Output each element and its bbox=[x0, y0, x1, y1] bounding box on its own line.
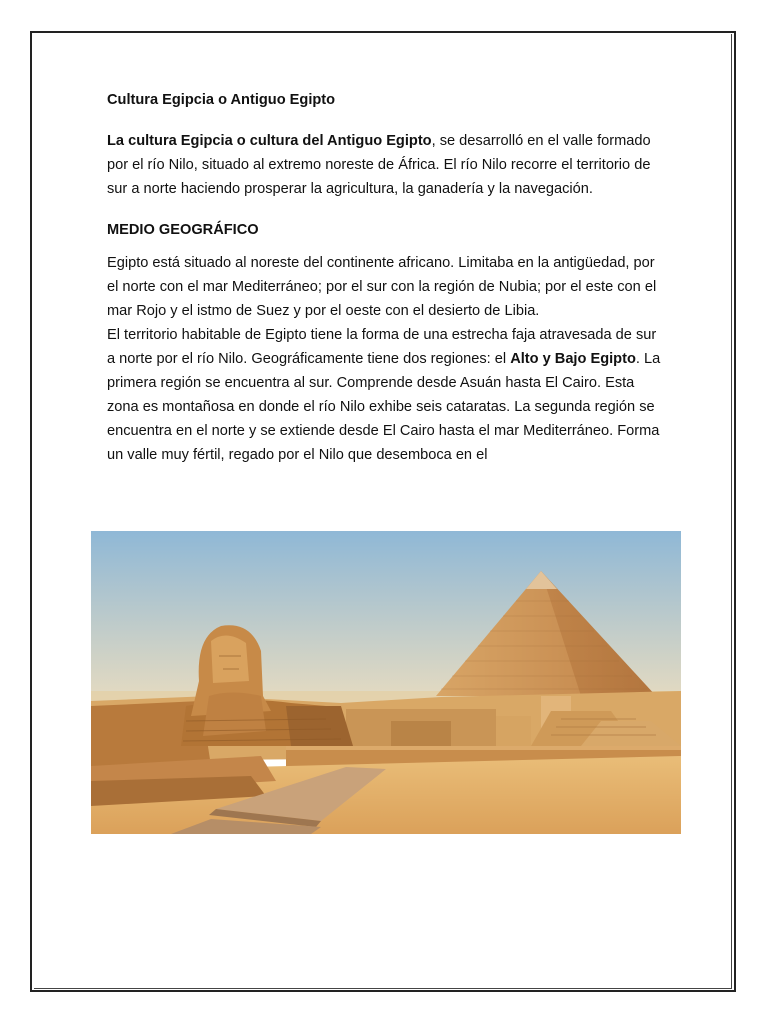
document-body bbox=[107, 88, 667, 467]
section-heading: MEDIO GEOGRÁFICO bbox=[107, 222, 259, 238]
para2-text-a: El territorio habitable de Egipto tiene la forma de una estrecha faja atravesada de sur a norte por el río Nilo. Geográficamente tiene dos regiones: el bbox=[107, 327, 657, 367]
geography-paragraph-2 bbox=[107, 323, 667, 467]
document-title: Cultura Egipcia o Antiguo Egipto bbox=[107, 92, 336, 108]
para2-bold: Alto y Bajo Egipto bbox=[510, 351, 636, 367]
para2-text-b: . La primera región se encuentra al sur. Comprende desde Asuán hasta El Cairo. Esta zona es montañosa en donde el río Nilo exhibe seis cataratas. La segunda región se encuentra en el norte y se extiende desde El Cairo hasta el mar Mediterráneo. Forma un valle muy fértil, regado por el Nilo que desemboca en el bbox=[107, 351, 661, 463]
intro-paragraph bbox=[107, 129, 667, 201]
intro-text: , se desarrolló en el valle formado por el río Nilo, situado al extremo noreste de África. El río Nilo recorre el territorio de sur a norte haciendo prosperar la agricultura, la ganadería y la navegación. bbox=[107, 133, 651, 197]
pyramids-sphinx-photo bbox=[91, 531, 681, 834]
intro-bold-lead: La cultura Egipcia o cultura del Antiguo Egipto bbox=[107, 133, 432, 149]
geography-paragraph-1: Egipto está situado al noreste del continente africano. Limitaba en la antigüedad, por el norte con el mar Mediterráneo; por el sur con la región de Nubia; por el este con el mar Rojo y el istmo de Suez y por el oeste con el desierto de Libia. bbox=[107, 255, 657, 319]
